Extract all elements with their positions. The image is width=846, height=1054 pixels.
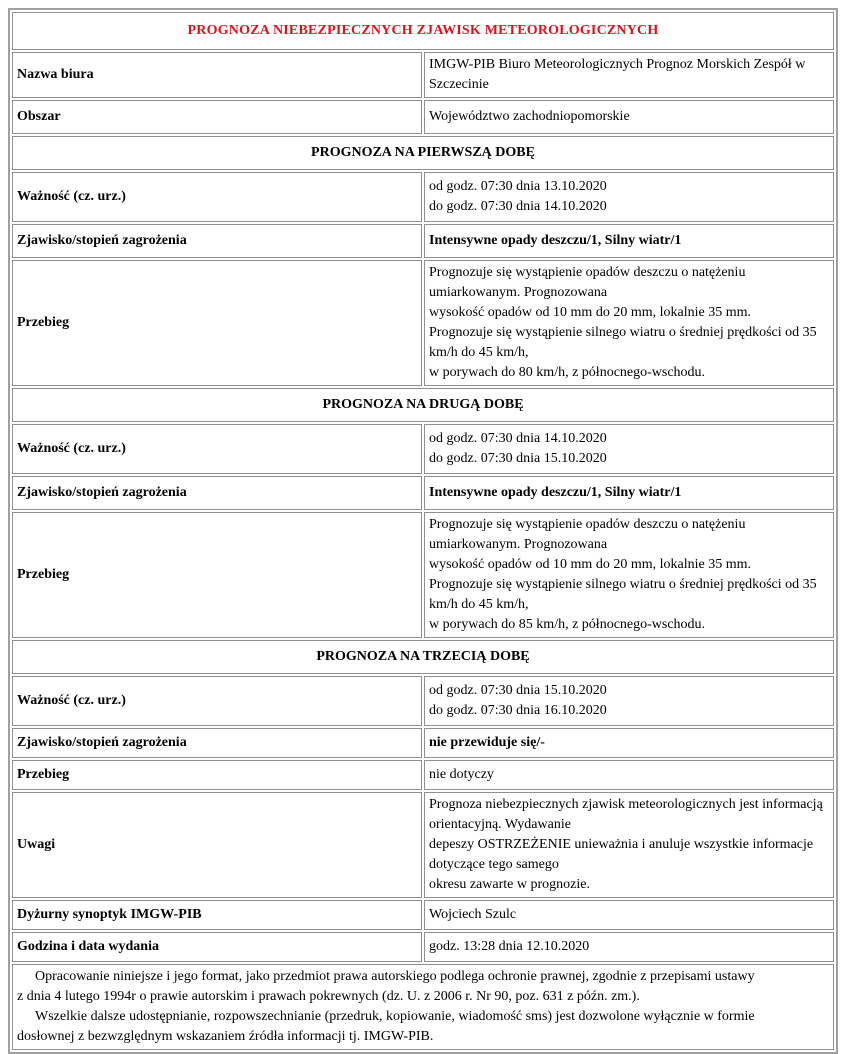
remarks-line: okresu zawarte w prognozie. <box>429 877 590 892</box>
copyright-line: Wszelkie dalsze udostępnianie, rozpowszechnianie (przedruk, kopiowanie, wiadomość sms) jest dozwolone wyłącznie w formie <box>35 1009 755 1024</box>
copyright-notice <box>12 964 834 1050</box>
day2-course-line: Prognozuje się wystąpienie opadów deszczu o natężeniu umiarkowanym. Prognozowana <box>429 517 746 552</box>
area-value: Województwo zachodniopomorskie <box>424 100 834 134</box>
day2-validity <box>424 424 834 474</box>
forecaster-name: Wojciech Szulc <box>424 900 834 930</box>
day2-label-phenomenon: Zjawisko/stopień zagrożenia <box>12 476 422 510</box>
day3-phenomenon: nie przewiduje się/- <box>429 735 545 750</box>
day1-validity-from: od godz. 07:30 dnia 13.10.2020 <box>429 179 607 194</box>
day1-heading: PROGNOZA NA PIERWSZĄ DOBĘ <box>12 136 834 170</box>
day1-validity-to: do godz. 07:30 dnia 14.10.2020 <box>429 199 607 214</box>
day1-label-validity: Ważność (cz. urz.) <box>12 172 422 222</box>
forecast-table <box>10 10 836 1052</box>
label-forecaster: Dyżurny synoptyk IMGW-PIB <box>12 900 422 930</box>
day3-heading: PROGNOZA NA TRZECIĄ DOBĘ <box>12 640 834 674</box>
day2-course <box>424 512 834 638</box>
day2-validity-to: do godz. 07:30 dnia 15.10.2020 <box>429 451 607 466</box>
day2-heading: PROGNOZA NA DRUGĄ DOBĘ <box>12 388 834 422</box>
day3-label-course: Przebieg <box>12 760 422 790</box>
day3-validity-to: do godz. 07:30 dnia 16.10.2020 <box>429 703 607 718</box>
day2-label-course: Przebieg <box>12 512 422 638</box>
remarks-line: Prognoza niebezpiecznych zjawisk meteorologicznych jest informacją orientacyjną. Wydawanie <box>429 797 823 832</box>
day1-validity <box>424 172 834 222</box>
copyright-line: dosłownej z bezwzględnym wskazaniem źródła informacji tj. IMGW-PIB. <box>17 1029 434 1044</box>
day3-label-phenomenon: Zjawisko/stopień zagrożenia <box>12 728 422 758</box>
day2-validity-from: od godz. 07:30 dnia 14.10.2020 <box>429 431 607 446</box>
label-office: Nazwa biura <box>12 52 422 98</box>
day1-course-line: Prognozuje się wystąpienie opadów deszczu o natężeniu umiarkowanym. Prognozowana <box>429 265 746 300</box>
day3-label-validity: Ważność (cz. urz.) <box>12 676 422 726</box>
office-value: IMGW-PIB Biuro Meteorologicznych Prognoz Morskich Zespół w Szczecinie <box>424 52 834 98</box>
forecast-document <box>8 8 838 1054</box>
day1-label-phenomenon: Zjawisko/stopień zagrożenia <box>12 224 422 258</box>
day1-course <box>424 260 834 386</box>
day2-label-validity: Ważność (cz. urz.) <box>12 424 422 474</box>
issued-value: godz. 13:28 dnia 12.10.2020 <box>424 932 834 962</box>
day2-course-line: Prognozuje się wystąpienie silnego wiatru o średniej prędkości od 35 km/h do 45 km/h, <box>429 577 817 612</box>
day1-course-line: Prognozuje się wystąpienie silnego wiatru o średniej prędkości od 35 km/h do 45 km/h, <box>429 325 817 360</box>
day3-validity-from: od godz. 07:30 dnia 15.10.2020 <box>429 683 607 698</box>
label-area: Obszar <box>12 100 422 134</box>
copyright-line: Opracowanie niniejsze i jego format, jako przedmiot prawa autorskiego podlega ochronie prawnej, zgodnie z przepisami ustawy <box>35 969 755 984</box>
day3-course: nie dotyczy <box>424 760 834 790</box>
day1-course-line: w porywach do 80 km/h, z północnego-wschodu. <box>429 365 706 380</box>
label-issued: Godzina i data wydania <box>12 932 422 962</box>
day1-course-line: wysokość opadów od 10 mm do 20 mm, lokalnie 35 mm. <box>429 305 751 320</box>
label-remarks: Uwagi <box>12 792 422 898</box>
day1-phenomenon: Intensywne opady deszczu/1, Silny wiatr/1 <box>429 233 682 248</box>
page-title: PROGNOZA NIEBEZPIECZNYCH ZJAWISK METEOROLOGICZNYCH <box>12 12 834 50</box>
day2-course-line: wysokość opadów od 10 mm do 20 mm, lokalnie 35 mm. <box>429 557 751 572</box>
copyright-line: z dnia 4 lutego 1994r o prawie autorskim i prawach pokrewnych (dz. U. z 2006 r. Nr 90, poz. 631 z późn. zm.). <box>17 989 640 1004</box>
day2-phenomenon: Intensywne opady deszczu/1, Silny wiatr/1 <box>429 485 682 500</box>
remarks <box>424 792 834 898</box>
day3-validity <box>424 676 834 726</box>
day1-label-course: Przebieg <box>12 260 422 386</box>
day2-course-line: w porywach do 85 km/h, z północnego-wschodu. <box>429 617 706 632</box>
remarks-line: depeszy OSTRZEŻENIE unieważnia i anuluje wszystkie informacje dotyczące tego samego <box>429 837 814 872</box>
